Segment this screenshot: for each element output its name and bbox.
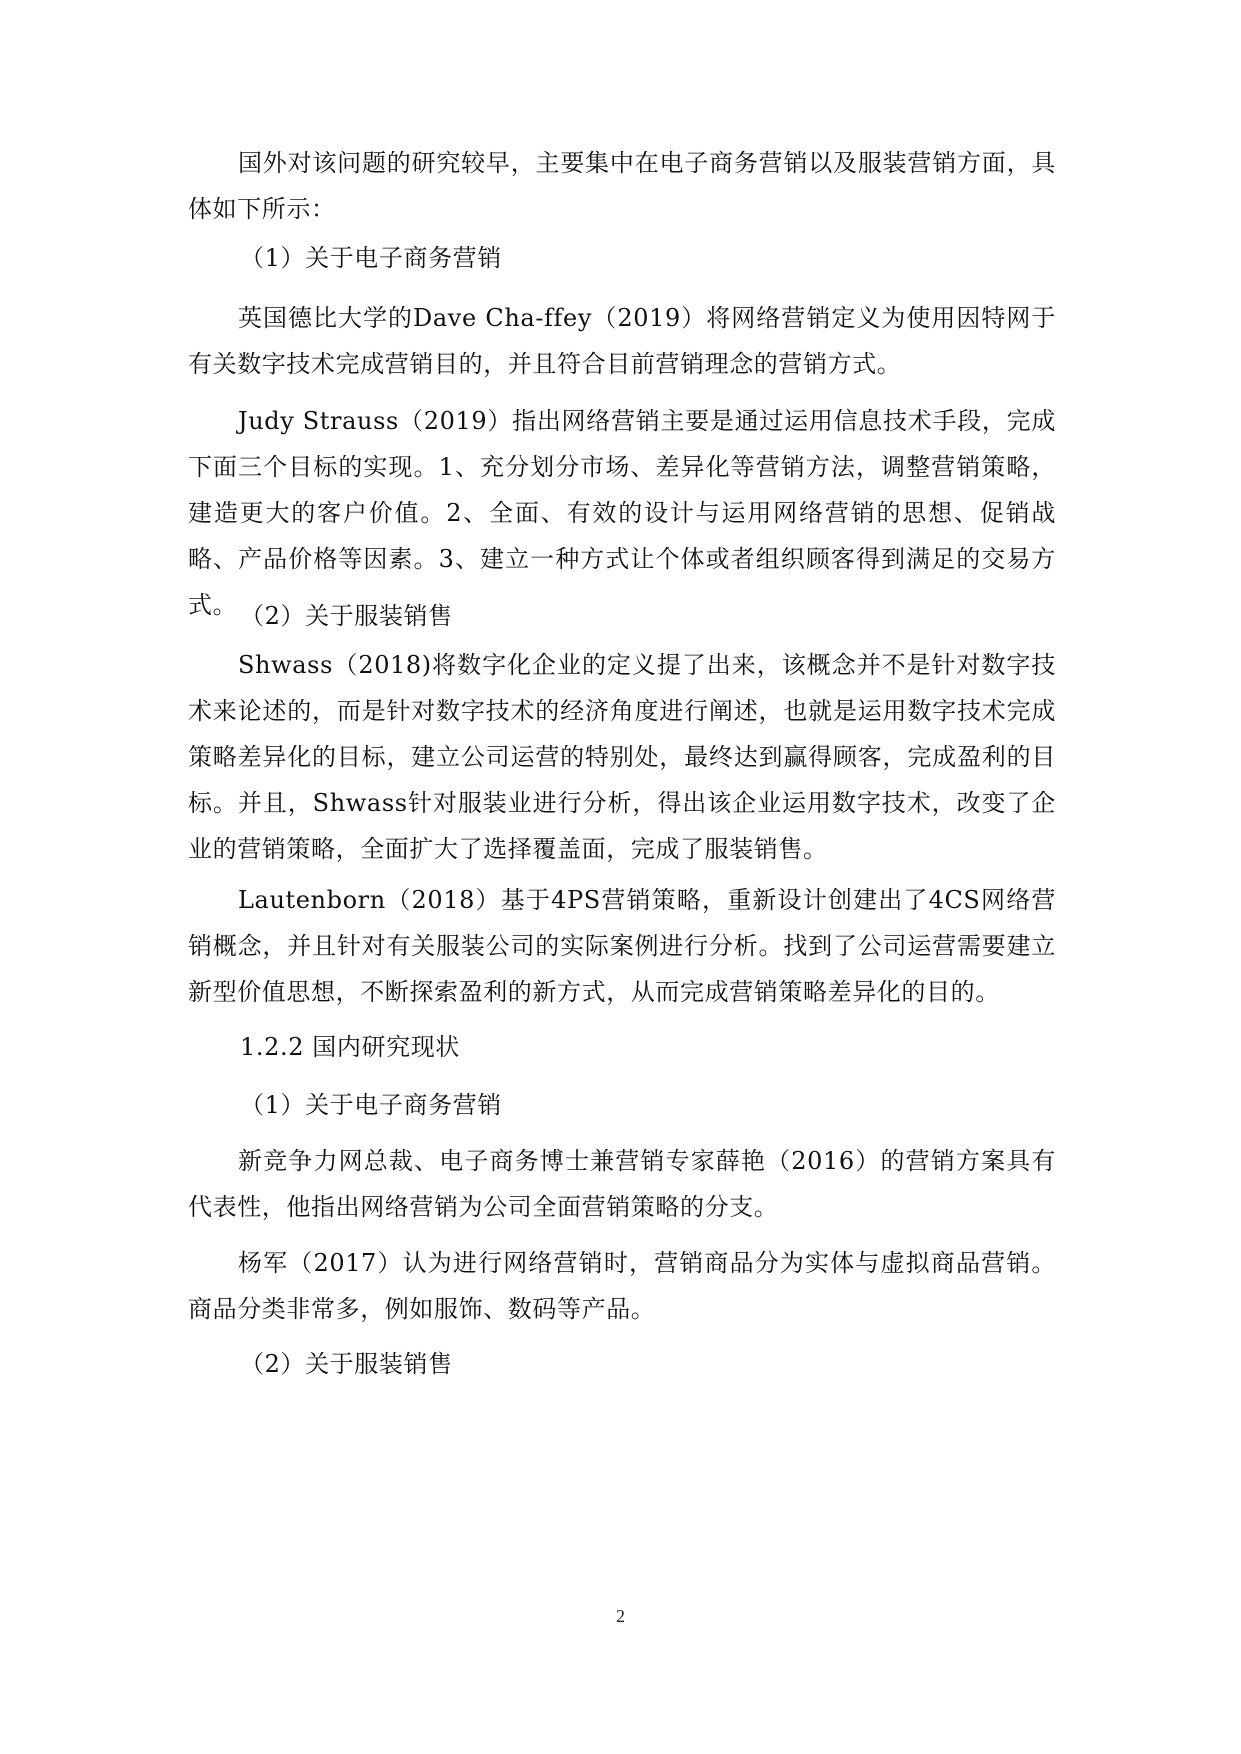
paragraph-lautenborn: Lautenborn（2018）基于4PS营销策略，重新设计创建出了4CS网络营销概念，并且针对有关服装公司的实际案例进行分析。找到了公司运营需要建立新型价值思想，不断探索盈利的新方式，从而完成营销策略差异化的目的。 bbox=[188, 886, 1056, 1006]
paragraph-shwass: Shwass（2018)将数字化企业的定义提了出来，该概念并不是针对数字技术来论述的，而是针对数字技术的经济角度进行阐述，也就是运用数字技术完成策略差异化的目标，建立公司运营的特别处，最终达到赢得顾客，完成盈利的目标。并且，Shwass针对服装业进行分析，得出该企业运用数字技术，改变了企业的营销策略，全面扩大了选择覆盖面，完成了服装销售。 bbox=[188, 651, 1056, 863]
heading-apparel-sales-foreign: （2）关于服装销售 bbox=[240, 602, 453, 630]
page-number: 2 bbox=[616, 1606, 625, 1626]
heading-ecommerce-marketing-domestic: （1）关于电子商务营销 bbox=[240, 1091, 502, 1119]
paragraph-yang-jun: 杨军（2017）认为进行网络营销时，营销商品分为实体与虚拟商品营销。商品分类非常多，例如服饰、数码等产品。 bbox=[188, 1249, 1056, 1323]
paragraph-intro: 国外对该问题的研究较早，主要集中在电子商务营销以及服装营销方面，具体如下所示： bbox=[188, 149, 1056, 223]
heading-apparel-sales-domestic: （2）关于服装销售 bbox=[240, 1350, 453, 1378]
paragraph-judy-strauss: Judy Strauss（2019）指出网络营销主要是通过运用信息技术手段，完成下面三个目标的实现。1、充分划分市场、差异化等营销方法，调整营销策略，建造更大的客户价值。2、全面、有效的设计与运用网络营销的思想、促销战略、产品价格等因素。3、建立一种方式让个体或者组织顾客得到满足的交易方式。 bbox=[188, 407, 1056, 619]
section-heading-domestic-research: 1.2.2 国内研究现状 bbox=[240, 1033, 460, 1061]
heading-ecommerce-marketing-foreign: （1）关于电子商务营销 bbox=[240, 244, 502, 272]
paragraph-xue-yan: 新竞争力网总裁、电子商务博士兼营销专家薛艳（2016）的营销方案具有代表性，他指出网络营销为公司全面营销策略的分支。 bbox=[188, 1147, 1056, 1221]
paragraph-dave-chaffey: 英国德比大学的Dave Cha-ffey（2019）将网络营销定义为使用因特网于有关数字技术完成营销目的，并且符合目前营销理念的营销方式。 bbox=[188, 304, 1056, 378]
